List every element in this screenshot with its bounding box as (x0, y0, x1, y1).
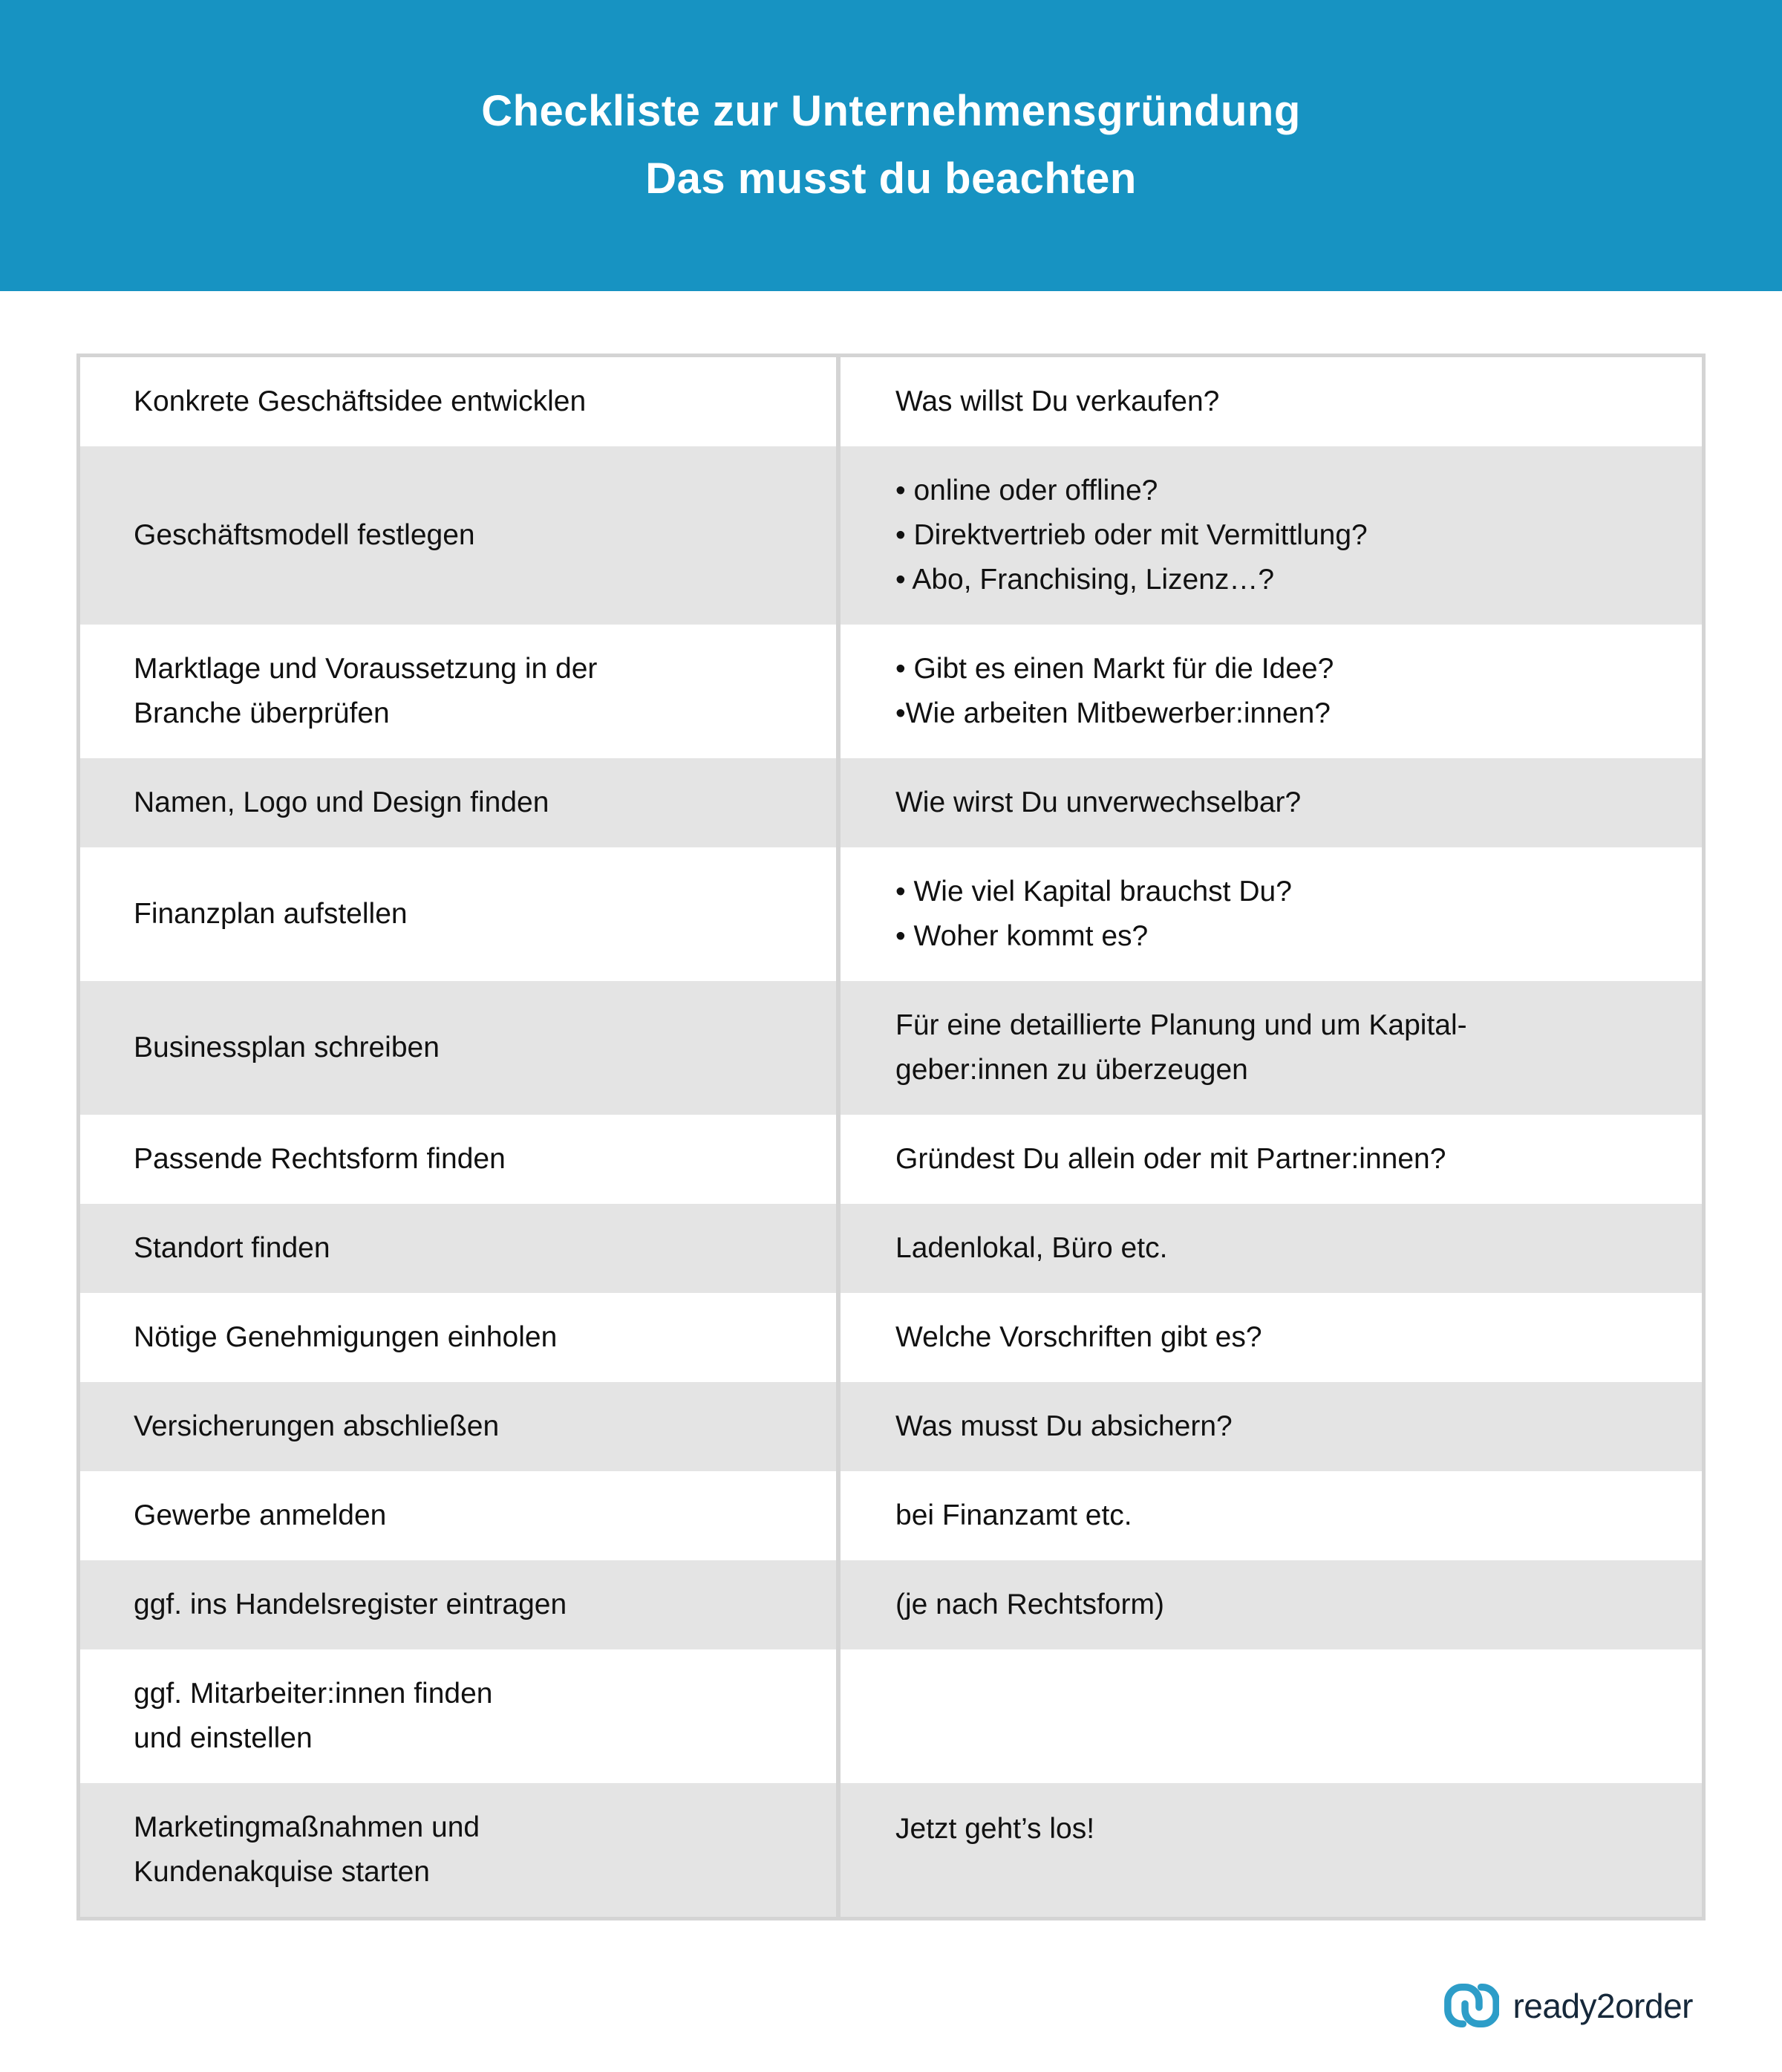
detail-cell (838, 1115, 1702, 1204)
table-row (80, 1204, 1702, 1293)
detail-cell (838, 1649, 1702, 1783)
header-banner (0, 0, 1782, 291)
footer (0, 1984, 1782, 2072)
detail-cell (838, 1471, 1702, 1560)
task-cell (80, 1471, 838, 1560)
task-cell (80, 1560, 838, 1649)
cell-line: Nötige Genehmigungen einholen (134, 1321, 558, 1353)
detail-cell (838, 1382, 1702, 1471)
cell-line: • Gibt es einen Markt für die Idee? (895, 653, 1334, 685)
cell-line: bei Finanzamt etc. (895, 1499, 1132, 1531)
cell-line: ggf. ins Handelsregister eintragen (134, 1589, 567, 1620)
task-cell (80, 1382, 838, 1471)
detail-cell (838, 758, 1702, 847)
cell-line: Gewerbe anmelden (134, 1499, 387, 1531)
cell-line: Marktlage und Voraussetzung in der (134, 653, 598, 685)
cell-line: • Woher kommt es? (895, 920, 1149, 952)
cell-line: geber:innen zu überzeugen (895, 1054, 1248, 1086)
table-row (80, 1293, 1702, 1382)
cell-line: und einstellen (134, 1722, 313, 1754)
task-cell (80, 1649, 838, 1783)
detail-cell (838, 1783, 1702, 1917)
table-row (80, 1115, 1702, 1204)
table-row (80, 446, 1702, 625)
checklist (80, 357, 1702, 1917)
detail-cell (838, 981, 1702, 1115)
cell-line: Passende Rechtsform finden (134, 1143, 506, 1175)
page-subtitle: Das musst du beachten (645, 154, 1137, 203)
cell-line: •Wie arbeiten Mitbewerber:innen? (895, 697, 1331, 729)
cell-line: • Direktvertrieb oder mit Vermittlung? (895, 519, 1368, 551)
cell-line: Branche überprüfen (134, 697, 390, 729)
cell-line: • Wie viel Kapital brauchst Du? (895, 876, 1292, 908)
detail-cell (838, 446, 1702, 625)
task-cell (80, 758, 838, 847)
cell-line: ggf. Mitarbeiter:innen finden (134, 1678, 493, 1710)
task-cell (80, 1783, 838, 1917)
cell-line: Finanzplan aufstellen (134, 898, 408, 930)
task-cell (80, 1115, 838, 1204)
task-cell (80, 981, 838, 1115)
cell-line: Was musst Du absichern? (895, 1410, 1233, 1442)
task-cell (80, 357, 838, 446)
page-title: Checkliste zur Unternehmensgründung (481, 87, 1301, 136)
cell-line: Kundenakquise starten (134, 1856, 430, 1888)
cell-line: Versicherungen abschließen (134, 1410, 500, 1442)
cell-line: Ladenlokal, Büro etc. (895, 1232, 1168, 1264)
cell-line: Was willst Du verkaufen? (895, 385, 1220, 417)
cell-line: Wie wirst Du unverwechselbar? (895, 786, 1302, 818)
table-row (80, 1560, 1702, 1649)
cell-line: Konkrete Geschäftsidee entwicklen (134, 385, 587, 417)
task-cell (80, 847, 838, 981)
cell-line: • Abo, Franchising, Lizenz…? (895, 564, 1275, 596)
logo-text: ready2order (1512, 1986, 1693, 2025)
table-row (80, 1783, 1702, 1917)
detail-cell (838, 1293, 1702, 1382)
cell-line: Jetzt geht’s los! (895, 1813, 1095, 1845)
cell-line: • online oder offline? (895, 475, 1158, 506)
table-row (80, 357, 1702, 446)
cell-line: Welche Vorschriften gibt es? (895, 1321, 1262, 1353)
task-cell (80, 625, 838, 758)
cell-line: Marketingmaßnahmen und (134, 1811, 480, 1843)
table-row (80, 758, 1702, 847)
cell-line: Für eine detaillierte Planung und um Kapital- (895, 1009, 1467, 1041)
checklist-rows (80, 357, 1702, 1917)
detail-cell (838, 847, 1702, 981)
table-row (80, 847, 1702, 981)
cell-line: (je nach Rechtsform) (895, 1589, 1164, 1620)
detail-cell (838, 1560, 1702, 1649)
checklist-table (76, 354, 1706, 1920)
table-row (80, 1382, 1702, 1471)
task-cell (80, 1293, 838, 1382)
detail-cell (838, 357, 1702, 446)
cell-line: Namen, Logo und Design finden (134, 786, 549, 818)
cell-line: Geschäftsmodell festlegen (134, 519, 475, 551)
task-cell (80, 446, 838, 625)
table-row (80, 625, 1702, 758)
table-row (80, 1471, 1702, 1560)
cell-line: Standort finden (134, 1232, 330, 1264)
detail-cell (838, 625, 1702, 758)
ready2order-logo-icon (1444, 1984, 1499, 2027)
task-cell (80, 1204, 838, 1293)
detail-cell (838, 1204, 1702, 1293)
cell-line: Businessplan schreiben (134, 1032, 440, 1063)
table-row (80, 981, 1702, 1115)
table-row (80, 1649, 1702, 1783)
cell-line: Gründest Du allein oder mit Partner:innen? (895, 1143, 1446, 1175)
